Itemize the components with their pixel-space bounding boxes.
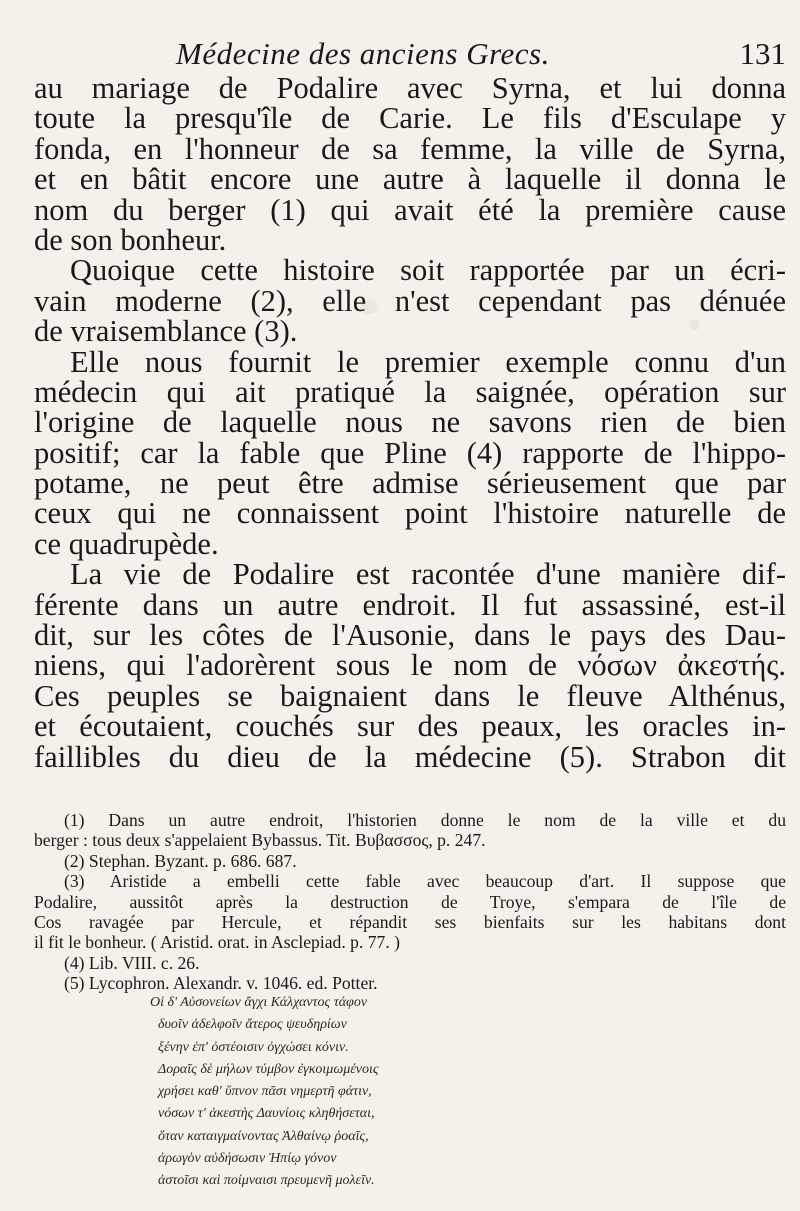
footnote-line: (1) Dans un autre endroit, l'historien donne le nom de la ville et du [64, 810, 786, 830]
text-line: Ces peuples se baignaient dans le fleuve Althénus, [34, 678, 786, 713]
text-line: et en bâtit encore une autre à laquelle il donna le [34, 162, 786, 197]
page-number: 131 [739, 36, 786, 71]
text-line: férente dans un autre endroit. Il fut assassiné, est-il [34, 587, 786, 622]
text-line: nom du berger (1) qui avait été la première cause [34, 192, 786, 227]
text-line: ceux qui ne connaissent point l'histoire naturelle de [34, 496, 786, 531]
text-line: potame, ne peut être admise sérieusement que par [34, 466, 786, 501]
text-line: ce quadrupède. [34, 526, 219, 561]
text-line: de vraisemblance (3). [34, 314, 298, 349]
footnote-line: (2) Stephan. Byzant. p. 686. 687. [64, 850, 297, 871]
text-line: fonda, en l'honneur de sa femme, la ville de Syrna, [34, 131, 786, 166]
text-line: dit, sur les côtes de l'Ausonie, dans le pays des Dau- [34, 618, 786, 653]
text-line: et écoutaient, couchés sur des peaux, les oracles in- [34, 709, 786, 744]
text-line: l'origine de laquelle nous ne savons rien de bien [34, 405, 786, 440]
text-line: Elle nous fournit le premier exemple connu d'un [70, 344, 786, 379]
greek-verse-line: ξένην ἐπ' ὀστέοισιν ὀγχώσει κόνιν. [158, 1039, 349, 1055]
greek-verse-line: Οἱ δ' Αὐσονείων ἄγχι Κάλχαντος τάφον [150, 995, 368, 1010]
greek-quotation [150, 992, 490, 1193]
text-line: au mariage de Podalire avec Syrna, et lui donna [34, 71, 786, 105]
footnote-line: (5) Lycophron. Alexandr. v. 1046. ed. Potter. [64, 973, 378, 994]
greek-verse-line: χρήσει καθ' ὕπνον πᾶσι νημερτῆ φάτιν, [158, 1084, 372, 1100]
page-header [34, 34, 786, 74]
text-line: faillibles du dieu de la médecine (5). Strabon dit [34, 739, 786, 774]
greek-verse-line: ἀρωγὸν αὐδήσωσιν Ἠπίῳ γόνον [158, 1151, 337, 1167]
text-line: toute la presqu'île de Carie. Le fils d'Esculape y [34, 101, 786, 136]
text-line: Quoique cette histoire soit rapportée par un écri- [70, 253, 786, 288]
footnote-line: Cos ravagée par Hercule, et répandit ses bienfaits sur les habitans dont [34, 911, 786, 932]
text-line: La vie de Podalire est racontée d'une manière dif- [70, 557, 786, 592]
greek-verse-line: ὅταν καταιγμαίνοντας Ἀλθαίνῳ ῥοαῖς, [158, 1128, 369, 1144]
greek-verse-line: ἀστοῖσι καὶ ποίμναισι πρευμενῆ μολεῖν. [158, 1173, 375, 1189]
text-line: médecin qui ait pratiqué la saignée, opération sur [34, 374, 786, 409]
footnote-line: Podalire, aussitôt après la destruction de Troye, s'empara de l'île de [34, 891, 786, 912]
greek-verse-line: νόσων τ' ἀκεστὴς Δαυνίοις κληθήσεται, [158, 1106, 375, 1122]
footnotes [34, 810, 786, 994]
footnote-line: (4) Lib. VIII. c. 26. [64, 952, 200, 973]
text-line: vain moderne (2), elle n'est cependant pas dénuée [34, 283, 786, 318]
footnote-line: il fit le bonheur. ( Aristid. orat. in Asclepiad. p. 77. ) [34, 932, 400, 953]
main-text [34, 73, 786, 772]
running-title: Médecine des anciens Grecs. [176, 36, 550, 71]
text-line: de son bonheur. [34, 222, 227, 257]
footnote-line: (3) Aristide a embelli cette fable avec beaucoup d'art. Il suppose que [64, 871, 786, 892]
text-line: positif; car la fable que Pline (4) rapporte de l'hippo- [34, 435, 786, 470]
greek-verse-line: δυοῖν ἀδελφοῖν ἄτερος ψευδηρίων [158, 1017, 347, 1033]
footnote-line: berger : tous deux s'appelaient Bybassus. Tit. Βυβασσος, p. 247. [34, 830, 486, 851]
greek-verse-line: Δοραῖς δὲ μήλων τύμβον ἐγκοιμωμένοις [158, 1061, 379, 1077]
text-line: niens, qui l'adorèrent sous le nom de νόσων ἀκεστής. [34, 648, 786, 683]
